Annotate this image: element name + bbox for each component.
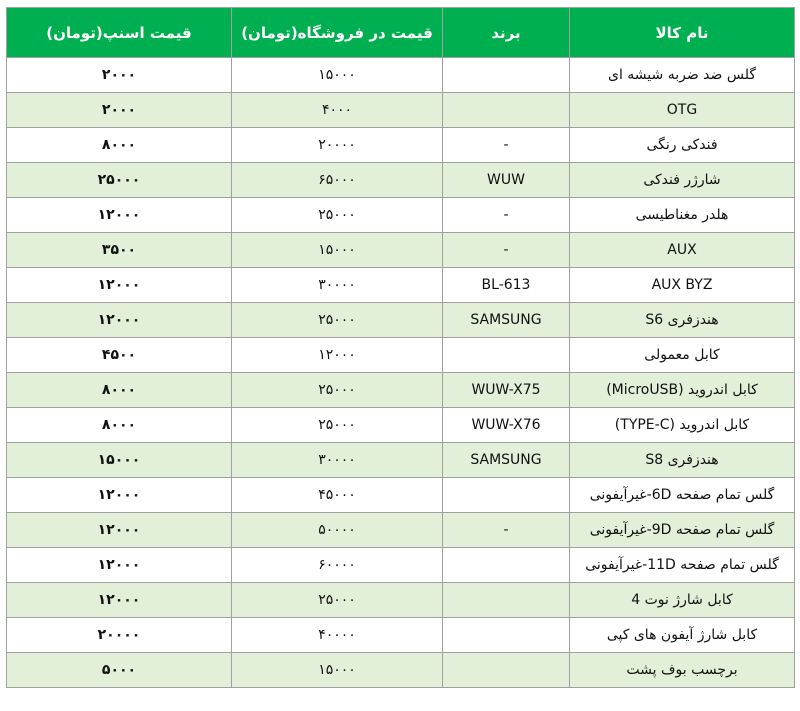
cell-store-price: ۳۰۰۰۰ — [232, 443, 443, 478]
cell-product-name: AUX BYZ — [570, 268, 795, 303]
cell-product-name: هلدر مغناطیسی — [570, 198, 795, 233]
table-row — [7, 163, 795, 198]
table-row — [7, 58, 795, 93]
table-row — [7, 268, 795, 303]
cell-product-name: فندکی رنگی — [570, 128, 795, 163]
cell-store-price: ۱۵۰۰۰ — [232, 58, 443, 93]
cell-brand: SAMSUNG — [443, 303, 570, 338]
table-row — [7, 408, 795, 443]
header-name: نام کالا — [570, 8, 795, 58]
cell-brand: WUW-X75 — [443, 373, 570, 408]
cell-snapp-price: ۱۲۰۰۰ — [7, 478, 232, 513]
header-brand: برند — [443, 8, 570, 58]
cell-product-name: گلس تمام صفحه 9D-غیرآیفونی — [570, 513, 795, 548]
table-row — [7, 583, 795, 618]
cell-product-name: OTG — [570, 93, 795, 128]
cell-store-price: ۴۰۰۰۰ — [232, 618, 443, 653]
table-row — [7, 373, 795, 408]
table-row — [7, 653, 795, 688]
cell-brand: - — [443, 513, 570, 548]
cell-snapp-price: ۴۵۰۰ — [7, 338, 232, 373]
price-table-container — [6, 7, 794, 688]
table-row — [7, 513, 795, 548]
cell-store-price: ۲۵۰۰۰ — [232, 408, 443, 443]
table-row — [7, 478, 795, 513]
cell-store-price: ۱۵۰۰۰ — [232, 233, 443, 268]
cell-snapp-price: ۲۰۰۰ — [7, 93, 232, 128]
cell-store-price: ۶۰۰۰۰ — [232, 548, 443, 583]
header-snapp-price: قیمت اسنپ(تومان) — [7, 8, 232, 58]
cell-snapp-price: ۱۲۰۰۰ — [7, 513, 232, 548]
cell-store-price: ۶۵۰۰۰ — [232, 163, 443, 198]
table-row — [7, 128, 795, 163]
table-row — [7, 93, 795, 128]
cell-product-name: کابل شارژ آیفون های کپی — [570, 618, 795, 653]
header-store-price: قیمت در فروشگاه(تومان) — [232, 8, 443, 58]
cell-brand — [443, 58, 570, 93]
cell-product-name: برچسب بوف پشت — [570, 653, 795, 688]
cell-store-price: ۴۰۰۰ — [232, 93, 443, 128]
header-row — [7, 8, 795, 58]
cell-product-name: شارژر فندکی — [570, 163, 795, 198]
cell-snapp-price: ۳۵۰۰ — [7, 233, 232, 268]
cell-brand — [443, 338, 570, 373]
cell-brand: SAMSUNG — [443, 443, 570, 478]
cell-snapp-price: ۱۲۰۰۰ — [7, 303, 232, 338]
cell-brand: - — [443, 198, 570, 233]
cell-brand — [443, 548, 570, 583]
cell-brand — [443, 618, 570, 653]
cell-store-price: ۲۵۰۰۰ — [232, 198, 443, 233]
cell-store-price: ۱۵۰۰۰ — [232, 653, 443, 688]
cell-brand — [443, 583, 570, 618]
cell-brand — [443, 93, 570, 128]
cell-snapp-price: ۱۲۰۰۰ — [7, 268, 232, 303]
cell-brand: WUW — [443, 163, 570, 198]
cell-product-name: کابل شارژ نوت 4 — [570, 583, 795, 618]
cell-product-name: AUX — [570, 233, 795, 268]
table-row — [7, 338, 795, 373]
cell-snapp-price: ۸۰۰۰ — [7, 373, 232, 408]
cell-product-name: گلس تمام صفحه 6D-غیرآیفونی — [570, 478, 795, 513]
table-body — [7, 58, 795, 688]
table-row — [7, 198, 795, 233]
cell-snapp-price: ۲۰۰۰۰ — [7, 618, 232, 653]
cell-snapp-price: ۸۰۰۰ — [7, 128, 232, 163]
cell-store-price: ۲۵۰۰۰ — [232, 303, 443, 338]
cell-brand: BL-613 — [443, 268, 570, 303]
cell-product-name: کابل اندروید (TYPE-C) — [570, 408, 795, 443]
table-row — [7, 303, 795, 338]
table-row — [7, 548, 795, 583]
cell-store-price: ۳۰۰۰۰ — [232, 268, 443, 303]
cell-snapp-price: ۲۵۰۰۰ — [7, 163, 232, 198]
cell-product-name: هندزفری S6 — [570, 303, 795, 338]
table-row — [7, 618, 795, 653]
cell-snapp-price: ۱۲۰۰۰ — [7, 198, 232, 233]
cell-snapp-price: ۱۵۰۰۰ — [7, 443, 232, 478]
cell-product-name: گلس ضد ضربه شیشه ای — [570, 58, 795, 93]
cell-store-price: ۲۵۰۰۰ — [232, 583, 443, 618]
cell-product-name: گلس تمام صفحه 11D-غیرآیفونی — [570, 548, 795, 583]
cell-brand: - — [443, 233, 570, 268]
cell-store-price: ۴۵۰۰۰ — [232, 478, 443, 513]
table-row — [7, 233, 795, 268]
cell-brand: - — [443, 128, 570, 163]
cell-product-name: هندزفری S8 — [570, 443, 795, 478]
cell-store-price: ۲۵۰۰۰ — [232, 373, 443, 408]
cell-snapp-price: ۱۲۰۰۰ — [7, 583, 232, 618]
cell-brand — [443, 478, 570, 513]
cell-snapp-price: ۱۲۰۰۰ — [7, 548, 232, 583]
cell-store-price: ۱۲۰۰۰ — [232, 338, 443, 373]
cell-brand: WUW-X76 — [443, 408, 570, 443]
cell-brand — [443, 653, 570, 688]
cell-product-name: کابل معمولی — [570, 338, 795, 373]
cell-store-price: ۲۰۰۰۰ — [232, 128, 443, 163]
cell-snapp-price: ۸۰۰۰ — [7, 408, 232, 443]
cell-snapp-price: ۵۰۰۰ — [7, 653, 232, 688]
table-row — [7, 443, 795, 478]
cell-snapp-price: ۲۰۰۰ — [7, 58, 232, 93]
cell-product-name: کابل اندروید (MicroUSB) — [570, 373, 795, 408]
price-table — [6, 7, 795, 688]
cell-store-price: ۵۰۰۰۰ — [232, 513, 443, 548]
